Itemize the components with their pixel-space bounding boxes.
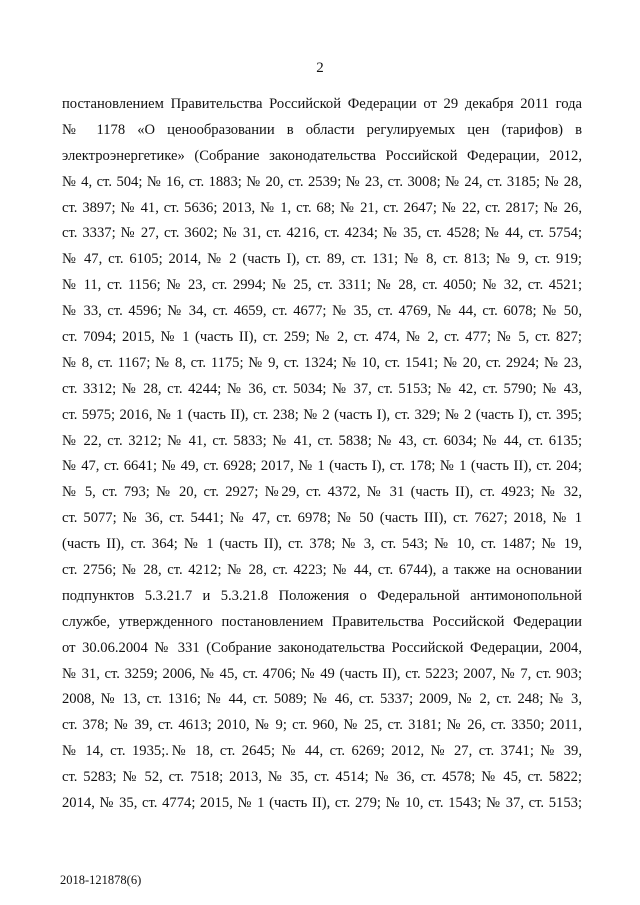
body-line: № 5, ст. 793; № 20, ст. 2927; №29, ст. 4372, № 31 (часть II), ст. 4923; № 32, xyxy=(62,484,582,501)
body-line: ст. 5283; № 52, ст. 7518; 2013, № 35, ст. 4514; № 36, ст. 4578; № 45, ст. 5822; xyxy=(62,769,582,786)
body-line: ст. 5077; № 36, ст. 5441; № 47, ст. 6978; № 50 (часть III), ст. 7627; 2018, № 1 xyxy=(62,510,582,527)
body-line: ст. 3337; № 27, ст. 3602; № 31, ст. 4216, ст. 4234; № 35, ст. 4528; № 44, ст. 5754; xyxy=(62,225,582,242)
body-line: 2014, № 35, ст. 4774; 2015, № 1 (часть II), ст. 279; № 10, ст. 1543; № 37, ст. 5153; xyxy=(62,795,582,812)
page-number: 2 xyxy=(316,60,324,76)
body-line: постановлением Правительства Российской Федерации от 29 декабря 2011 года xyxy=(62,96,582,112)
body-line: ст. 5975; 2016, № 1 (часть II), ст. 238; № 2 (часть I), ст. 329; № 2 (часть I), ст. 395; xyxy=(62,406,582,423)
body-line: ст. 7094; 2015, № 1 (часть II), ст. 259; № 2, ст. 474, № 2, ст. 477; № 5, ст. 827; xyxy=(62,329,582,346)
body-line: 2008, № 13, ст. 1316; № 44, ст. 5089; № 46, ст. 5337; 2009, № 2, ст. 248; № 3, xyxy=(62,691,582,708)
body-line: № 31, ст. 3259; 2006, № 45, ст. 4706; № 49 (часть II), ст. 5223; 2007, № 7, ст. 903; xyxy=(62,665,582,682)
document-id: 2018-121878(6) xyxy=(60,873,142,887)
body-line: ст. 3897; № 41, ст. 5636; 2013, № 1, ст. 68; № 21, ст. 2647; № 22, ст. 2817; № 26, xyxy=(62,199,582,216)
body-line: № 47, ст. 6641; № 49, ст. 6928; 2017, № 1 (часть I), ст. 178; № 1 (часть II), ст. 204; xyxy=(62,458,582,475)
body-line: № 22, ст. 3212; № 41, ст. 5833; № 41, ст. 5838; № 43, ст. 6034; № 44, ст. 6135; xyxy=(62,432,582,449)
body-line: ст. 3312; № 28, ст. 4244; № 36, ст. 5034; № 37, ст. 5153; № 42, ст. 5790; № 43, xyxy=(62,380,582,397)
body-line: ст. 378; № 39, ст. 4613; 2010, № 9; ст. 960, № 25, ст. 3181; № 26, ст. 3350; 2011, xyxy=(62,717,582,734)
body-line: № 8, ст. 1167; № 8, ст. 1175; № 9, ст. 1324; № 10, ст. 1541; № 20, ст. 2924; № 23, xyxy=(62,354,582,371)
document-body xyxy=(62,92,582,817)
body-line: электроэнергетике» (Собрание законодательства Российской Федерации, 2012, xyxy=(62,147,582,164)
body-line: от 30.06.2004 № 331 (Собрание законодательства Российской Федерации, 2004, xyxy=(62,639,582,656)
body-line: № 4, ст. 504; № 16, ст. 1883; № 20, ст. 2539; № 23, ст. 3008; № 24, ст. 3185; № 28, xyxy=(62,173,582,190)
body-line: № 11, ст. 1156; № 23, ст. 2994; № 25, ст. 3311; № 28, ст. 4050; № 32, ст. 4521; xyxy=(62,277,582,294)
body-line: (часть II), ст. 364; № 1 (часть II), ст. 378; № 3, ст. 543; № 10, ст. 1487; № 19, xyxy=(62,536,582,553)
body-line: № 33, ст. 4596; № 34, ст. 4659, ст. 4677; № 35, ст. 4769, № 44, ст. 6078; № 50, xyxy=(62,303,582,320)
body-line: подпунктов 5.3.21.7 и 5.3.21.8 Положения о Федеральной антимонопольной xyxy=(62,587,582,604)
body-line: № 47, ст. 6105; 2014, № 2 (часть I), ст. 89, ст. 131; № 8, ст. 813; № 9, ст. 919; xyxy=(62,251,582,268)
body-line: службе, утвержденного постановлением Правительства Российской Федерации xyxy=(62,613,582,630)
body-line: № 14, ст. 1935;.№ 18, ст. 2645; № 44, ст. 6269; 2012, № 27, ст. 3741; № 39, xyxy=(62,743,582,760)
body-line: ст. 2756; № 28, ст. 4212; № 28, ст. 4223; № 44, ст. 6744), а также на основании xyxy=(62,562,582,579)
body-line: № 1178 «О ценообразовании в области регулируемых цен (тарифов) в xyxy=(62,121,582,138)
